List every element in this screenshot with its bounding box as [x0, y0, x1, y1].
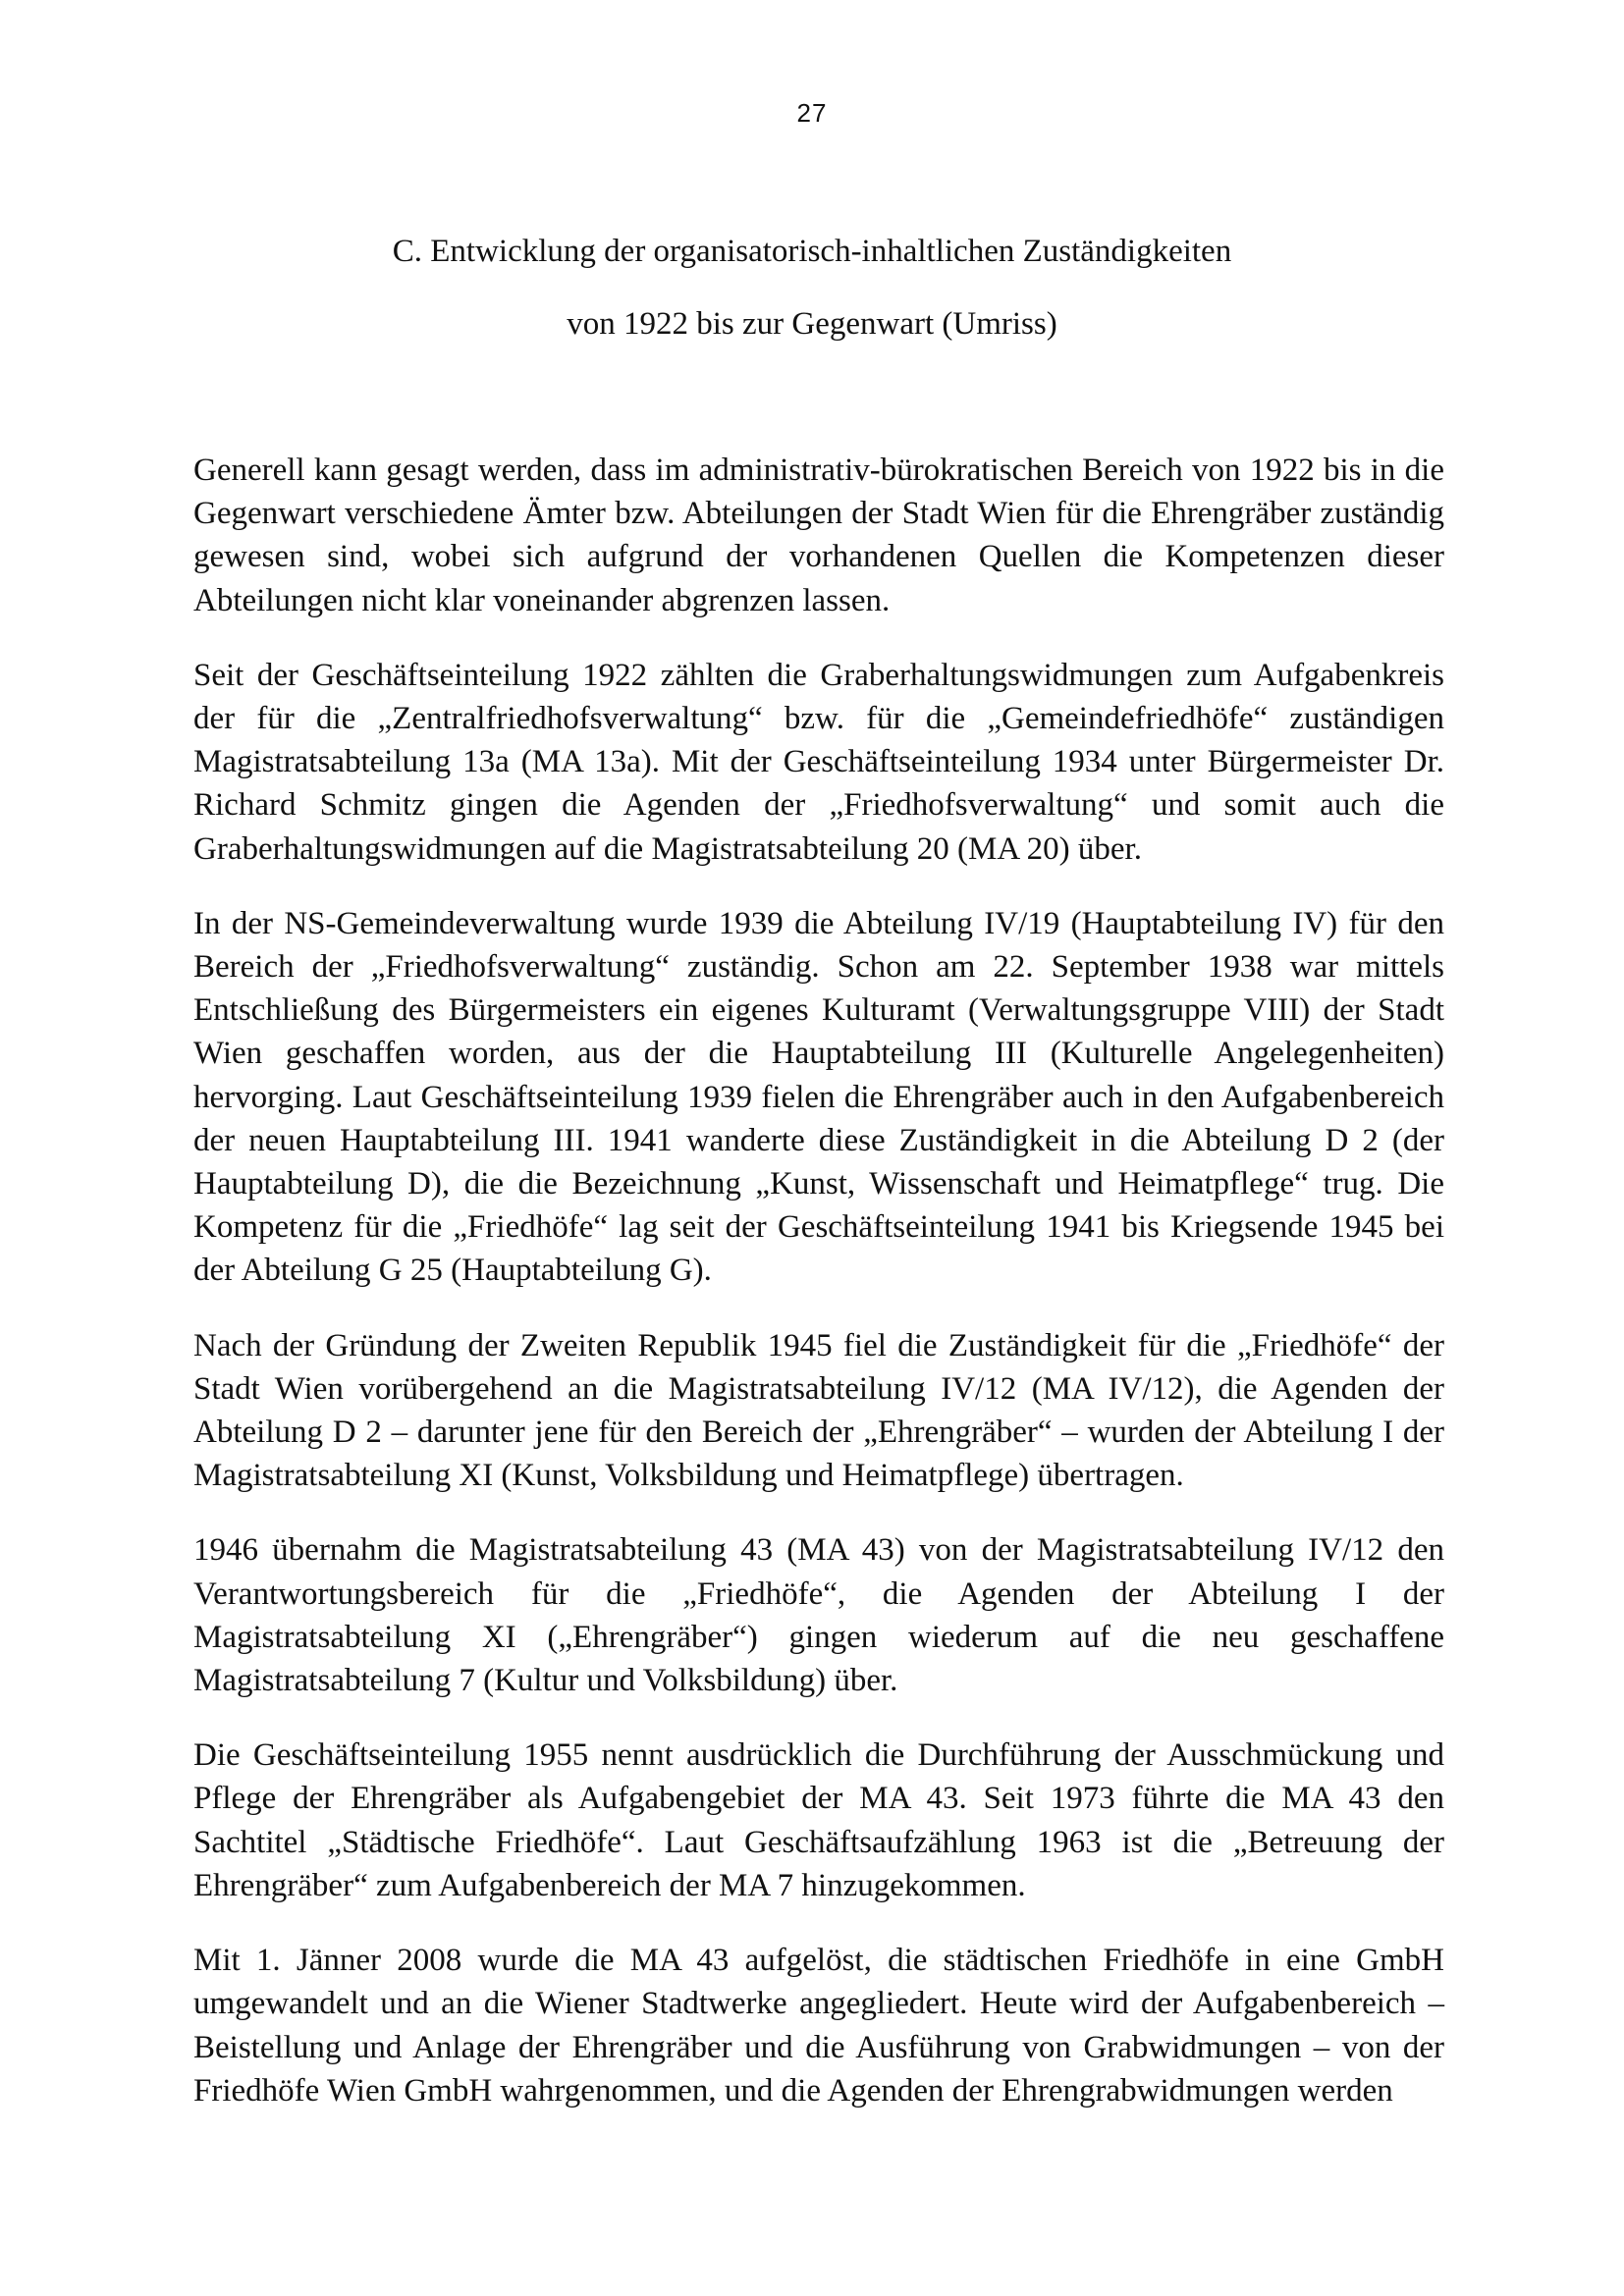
- paragraph-4: Nach der Gründung der Zweiten Republik 1945 fiel die Zuständigkeit für die „Friedhöfe“ der Stadt Wien vorübergehend an die Magistratsabteilung IV/12 (MA IV/12), die Agenden der Abteilung D 2 – darunter jene für den Bereich der „Ehrengräber“ – wurden der Abteilung I der Magistratsabteilung XI (Kunst, Volksbildung und Heimatpflege) übertragen.: [193, 1327, 1444, 1494]
- section-heading-line-2: von 1922 bis zur Gegenwart (Umriss): [567, 306, 1057, 342]
- paragraph-1: Generell kann gesagt werden, dass im administrativ-bürokratischen Bereich von 1922 bis in die Gegenwart verschiedene Ämter bzw. Abteilungen der Stadt Wien für die Ehrengräber zuständig gewesen sind, wobei sich aufgrund der vorhandenen Quellen die Kompetenzen dieser Abteilungen nicht klar voneinander abgrenzen lassen.: [193, 453, 1444, 618]
- page-number: 27: [796, 98, 828, 128]
- paragraph-3: In der NS-Gemeindeverwaltung wurde 1939 die Abteilung IV/19 (Hauptabteilung IV) für den Bereich der „Friedhofsverwaltung“ zuständig. Schon am 22. September 1938 war mittels Entschließung des Bürgermeisters ein eigenes Kulturamt (Verwaltungsgruppe VIII) der Stadt Wien geschaffen worden, aus der die Hauptabteilung III (Kulturelle Angelegenheiten) hervorging. Laut Geschäftseinteilung 1939 fielen die Ehrengräber auch in den Aufgabenbereich der neuen Hauptabteilung III. 1941 wanderte diese Zuständigkeit in die Abteilung D 2 (der Hauptabteilung D), die die Bezeichnung „Kunst, Wissenschaft und Heimatpflege“ trug. Die Kompetenz für die „Friedhöfe“ lag seit der Geschäftseinteilung 1941 bis Kriegsende 1945 bei der Abteilung G 25 (Hauptabteilung G).: [193, 905, 1444, 1289]
- paragraph-7: Mit 1. Jänner 2008 wurde die MA 43 aufgelöst, die städtischen Friedhöfe in eine GmbH umgewandelt und an die Wiener Stadtwerke angegliedert. Heute wird der Aufgabenbereich – Beistellung und Anlage der Ehrengräber und die Ausführung von Grabwidmungen – von der Friedhöfe Wien GmbH wahrgenommen, und die Agenden der Ehrengrabwidmungen werden: [193, 1943, 1444, 2109]
- body-text: [193, 449, 1444, 2144]
- paragraph-5: 1946 übernahm die Magistratsabteilung 43 (MA 43) von der Magistratsabteilung IV/12 den Verantwortungsbereich für die „Friedhöfe“, die Agenden der Abteilung I der Magistratsabteilung XI („Ehrengräber“) gingen wiederum auf die neu geschaffene Magistratsabteilung 7 (Kultur und Volksbildung) über.: [193, 1532, 1444, 1699]
- paragraph-6: Die Geschäftseinteilung 1955 nennt ausdrücklich die Durchführung der Ausschmückung und Pflege der Ehrengräber als Aufgabengebiet der MA 43. Seit 1973 führte die MA 43 den Sachtitel „Städtische Friedhöfe“. Laut Geschäftsaufzählung 1963 ist die „Betreuung der Ehrengräber“ zum Aufgabenbereich der MA 7 hinzugekommen.: [193, 1737, 1444, 1903]
- paragraph-2: Seit der Geschäftseinteilung 1922 zählten die Graberhaltungswidmungen zum Aufgabenkreis der für die „Zentralfriedhofsverwaltung“ bzw. für die „Gemeindefriedhöfe“ zuständigen Magistratsabteilung 13a (MA 13a). Mit der Geschäftseinteilung 1934 unter Bürgermeister Dr. Richard Schmitz gingen die Agenden der „Friedhofsverwaltung“ und somit auch die Graberhaltungswidmungen auf die Magistratsabteilung 20 (MA 20) über.: [193, 657, 1444, 867]
- section-heading-line-1: C. Entwicklung der organisatorisch-inhaltlichen Zuständigkeiten: [392, 234, 1232, 269]
